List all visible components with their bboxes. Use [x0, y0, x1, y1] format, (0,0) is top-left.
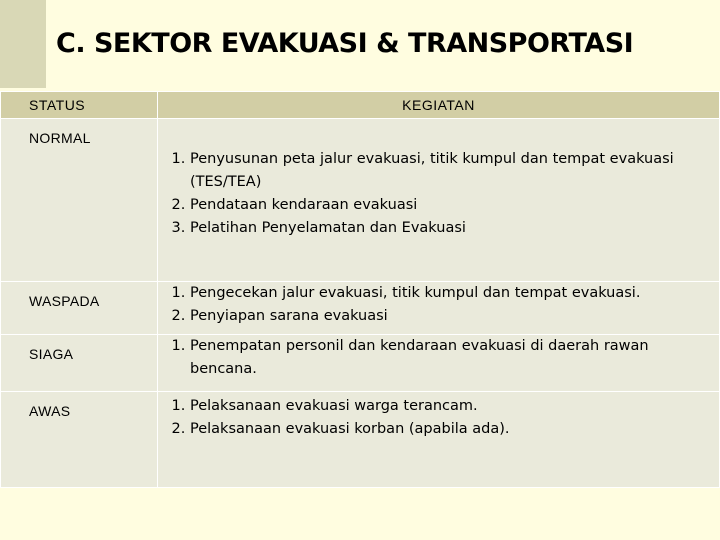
activity-item: 2. Pendataan kendaraan evakuasi: [190, 194, 711, 217]
activity-list: [164, 148, 711, 240]
header-status: STATUS: [1, 92, 158, 119]
status-cell: NORMAL: [1, 119, 158, 282]
title-accent-block: [0, 0, 46, 88]
activity-item: 1. Pelaksanaan evakuasi warga terancam.: [190, 395, 711, 418]
activity-item: 1. Penempatan personil dan kendaraan evakuasi di daerah rawan bencana.: [190, 335, 711, 381]
activity-list: [164, 335, 711, 381]
activity-cell: [158, 335, 720, 392]
table-row-siaga: [1, 335, 720, 392]
slide-title: C. SEKTOR EVAKUASI & TRANSPORTASI: [56, 28, 634, 59]
table-row-normal: [1, 119, 720, 282]
table-row-waspada: [1, 282, 720, 335]
activity-item: 3. Pelatihan Penyelamatan dan Evakuasi: [190, 217, 711, 240]
activity-cell: [158, 282, 720, 335]
status-cell: WASPADA: [1, 282, 158, 335]
table-header-row: [1, 92, 720, 119]
activity-cell: [158, 119, 720, 282]
activity-list: [164, 282, 711, 328]
activity-cell: [158, 392, 720, 488]
table-row-awas: [1, 392, 720, 488]
activity-item: 1. Penyusunan peta jalur evakuasi, titik kumpul dan tempat evakuasi (TES/TEA): [190, 148, 711, 194]
activity-item: 2. Pelaksanaan evakuasi korban (apabila ada).: [190, 418, 711, 441]
activity-list: [164, 395, 711, 441]
status-cell: SIAGA: [1, 335, 158, 392]
activity-item: 2. Penyiapan sarana evakuasi: [190, 305, 711, 328]
activity-item: 1. Pengecekan jalur evakuasi, titik kumpul dan tempat evakuasi.: [190, 282, 711, 305]
header-kegiatan: KEGIATAN: [158, 92, 720, 119]
activity-table: [0, 91, 720, 488]
status-cell: AWAS: [1, 392, 158, 488]
